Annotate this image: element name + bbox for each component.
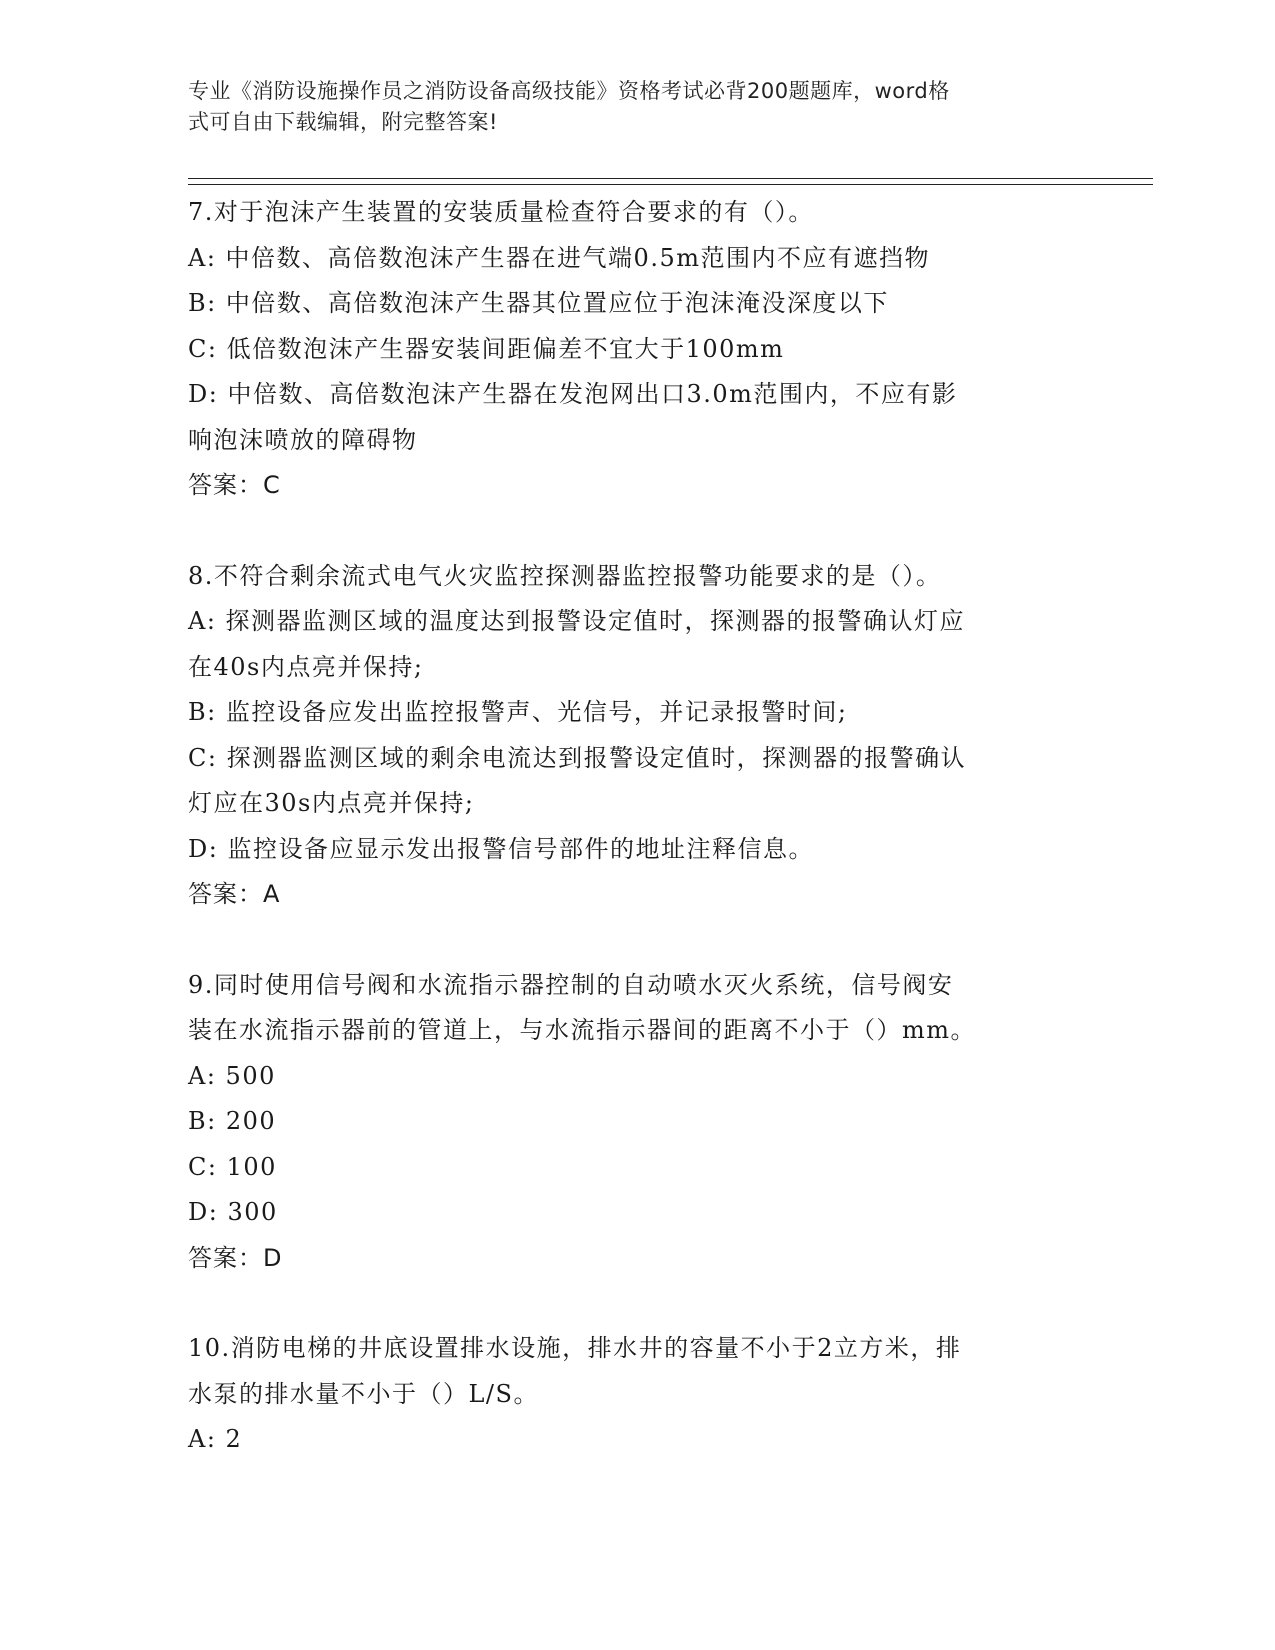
- option-c: C: 低倍数泡沫产生器安装间距偏差不宜大于100mm: [188, 334, 785, 363]
- question-stem-continued: 装在水流指示器前的管道上，与水流指示器间的距离不小于（）mm。: [188, 1016, 977, 1044]
- document-header: [188, 76, 1068, 138]
- header-divider-bottom: [188, 184, 1153, 185]
- question-stem: 8.不符合剩余流式电气火灾监控探测器监控报警功能要求的是（）。: [188, 561, 942, 590]
- header-divider-top: [188, 178, 1153, 179]
- option-c: C: 100: [188, 1152, 277, 1181]
- header-line-2: 式可自由下载编辑，附完整答案!: [188, 110, 498, 134]
- header-line-1: 专业《消防设施操作员之消防设备高级技能》资格考试必背200题题库，word格: [188, 79, 950, 103]
- question-stem: 7.对于泡沫产生装置的安装质量检查符合要求的有（）。: [188, 198, 814, 226]
- option-a: A: 探测器监测区域的温度达到报警设定值时，探测器的报警确认灯应: [188, 607, 966, 635]
- answer: 答案：D: [188, 1243, 283, 1272]
- option-c: C: 探测器监测区域的剩余电流达到报警设定值时，探测器的报警确认: [188, 743, 967, 772]
- answer: 答案：A: [188, 880, 281, 908]
- question-7: [188, 190, 1088, 509]
- option-a: A: 2: [188, 1425, 243, 1453]
- question-10: [188, 1326, 1088, 1463]
- question-stem: 10.消防电梯的井底设置排水设施，排水井的容量不小于2立方米，排: [188, 1334, 962, 1362]
- option-b: B: 中倍数、高倍数泡沫产生器其位置应位于泡沫淹没深度以下: [188, 289, 889, 317]
- answer: 答案：C: [188, 471, 281, 499]
- option-d-continued: 响泡沫喷放的障碍物: [188, 425, 418, 454]
- option-a-continued: 在40s内点亮并保持;: [188, 652, 424, 681]
- option-b: B: 200: [188, 1107, 277, 1135]
- option-d: D: 监控设备应显示发出报警信号部件的地址注释信息。: [188, 834, 814, 863]
- option-c-continued: 灯应在30s内点亮并保持;: [188, 789, 475, 817]
- question-stem: 9.同时使用信号阀和水流指示器控制的自动喷水灭火系统，信号阀安: [188, 970, 954, 999]
- option-d: D: 300: [188, 1198, 278, 1226]
- question-list: [188, 190, 1088, 1508]
- question-stem-continued: 水泵的排水量不小于（）L/S。: [188, 1379, 539, 1408]
- option-d: D: 中倍数、高倍数泡沫产生器在发泡网出口3.0m范围内，不应有影: [188, 380, 958, 408]
- option-b: B: 监控设备应发出监控报警声、光信号，并记录报警时间;: [188, 698, 848, 726]
- question-8: [188, 554, 1088, 918]
- question-9: [188, 963, 1088, 1282]
- option-a: A: 中倍数、高倍数泡沫产生器在进气端0.5m范围内不应有遮挡物: [188, 243, 930, 272]
- option-a: A: 500: [188, 1061, 276, 1090]
